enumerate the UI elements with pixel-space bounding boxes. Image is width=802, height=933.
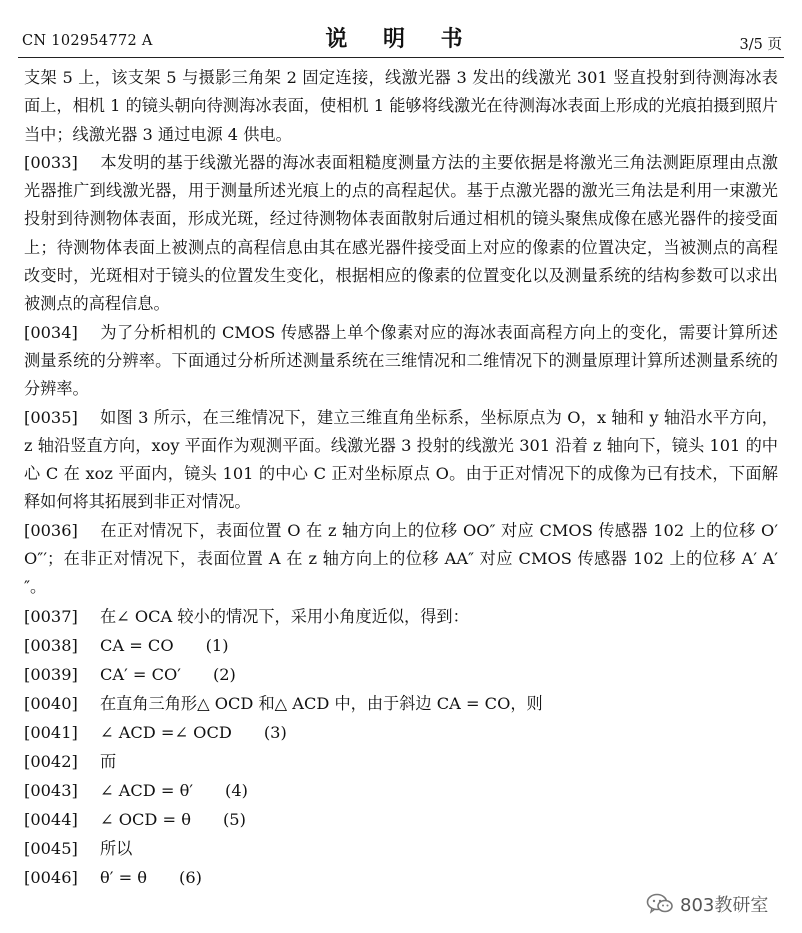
paragraph-number: [0043]: [24, 780, 78, 800]
paragraph-number: [0034]: [24, 322, 78, 342]
paragraph-0037: [0037] 在∠ OCA 较小的情况下，采用小角度近似，得到：: [24, 602, 778, 631]
paragraph-number: [0038]: [24, 635, 78, 655]
paragraph-number: [0036]: [24, 520, 78, 540]
paragraph-number: [0046]: [24, 867, 78, 887]
page-number: 3/5 页: [739, 37, 782, 53]
paragraph-number: [0037]: [24, 606, 78, 626]
equation-label: (1): [205, 635, 229, 655]
equation-1: [0038] CA = CO (1): [24, 631, 778, 660]
paragraph-continued: 支架 5 上，该支架 5 与摄影三角架 2 固定连接，线激光器 3 发出的线激光 301 竖直投射到待测海冰表面上，相机 1 的镜头朝向待测海冰表面，使相机 1 能够将线激光在待测海冰表面上形成的光痕拍摄到照片当中；线激光器 3 通过电源 4 供电。: [24, 68, 778, 144]
document-body: [24, 64, 784, 892]
header-divider: [18, 57, 784, 58]
paragraph-number: [0033]: [24, 152, 78, 172]
paragraph-0035: [0035] 如图 3 所示，在三维情况下，建立三维直角坐标系，坐标原点为 O，x 轴和 y 轴沿水平方向，z 轴沿竖直方向，xoy 平面作为观测平面。线激光器 3 投射的线激光 301 沿着 z 轴向下，镜头 101 的中心 C 在 xoz 平面内，镜头 101 的中心 C 正对坐标原点 O。由于正对情况下的成像为已有技术，下面解释如何将其拓展到非正对情况。: [24, 404, 778, 517]
watermark: [646, 889, 768, 919]
document-header: [0, 0, 802, 58]
paragraph-number: [0042]: [24, 751, 78, 771]
paragraph-number: [0044]: [24, 809, 78, 829]
paragraph-0034: [0034] 为了分析相机的 CMOS 传感器上单个像素对应的海冰表面高程方向上的变化，需要计算所述测量系统的分辨率。下面通过分析所述测量系统在三维情况和二维情况下的测量原理计算所述测量系统的分辨率。: [24, 319, 778, 404]
paragraph-0040: [0040] 在直角三角形△ OCD 和△ ACD 中，由于斜边 CA = CO，则: [24, 689, 778, 718]
equation-6: [0046] θ′ = θ (6): [24, 863, 778, 892]
equation-5: [0044] ∠ OCD = θ (5): [24, 805, 778, 834]
equation-label: (6): [179, 867, 202, 887]
paragraph-0042: [0042] 而: [24, 747, 778, 776]
paragraph-0033: [0033] 本发明的基于线激光器的海冰表面粗糙度测量方法的主要依据是将激光三角法测距原理由点激光器推广到线激光器，用于测量所述光痕上的点的高程起伏。基于点激光器的激光三角法是利用一束激光投射到待测物体表面，形成光斑，经过待测物体表面散射后通过相机的镜头聚焦成像在感光器件的接受面上；待测物体表面上被测点的高程信息由其在感光器件接受面上对应的像素的位置决定，当被测点的高程改变时，光斑相对于镜头的位置发生变化，根据相应的像素的位置变化以及测量系统的结构参数可以求出被测点的高程信息。: [24, 149, 778, 319]
paragraph-number: [0039]: [24, 664, 78, 684]
equation-label: (5): [222, 809, 246, 829]
paragraph-number: [0040]: [24, 693, 78, 713]
equation-label: (4): [225, 780, 248, 800]
paragraph-number: [0035]: [24, 407, 78, 427]
paragraph-0036: [0036] 在正对情况下，表面位置 O 在 z 轴方向上的位移 OO″ 对应 CMOS 传感器 102 上的位移 O′ O″′；在非正对情况下，表面位置 A 在 z 轴方向上的位移 AA″ 对应 CMOS 传感器 102 上的位移 A′ A′″。: [24, 517, 778, 602]
equation-2: [0039] CA′ = CO′ (2): [24, 660, 778, 689]
paragraph-0045: [0045] 所以: [24, 834, 778, 863]
page-title: 说 明 书: [325, 27, 477, 52]
publication-number: CN 102954772 A: [22, 33, 153, 49]
paragraph-number: [0041]: [24, 722, 78, 742]
equation-label: (3): [263, 722, 287, 742]
equation-label: (2): [212, 664, 236, 684]
equation-4: [0043] ∠ ACD = θ′ (4): [24, 776, 778, 805]
paragraph-number: [0045]: [24, 838, 78, 858]
wechat-icon: [646, 893, 674, 915]
equation-3: [0041] ∠ ACD =∠ OCD (3): [24, 718, 778, 747]
watermark-text: 803教研室: [680, 895, 769, 916]
